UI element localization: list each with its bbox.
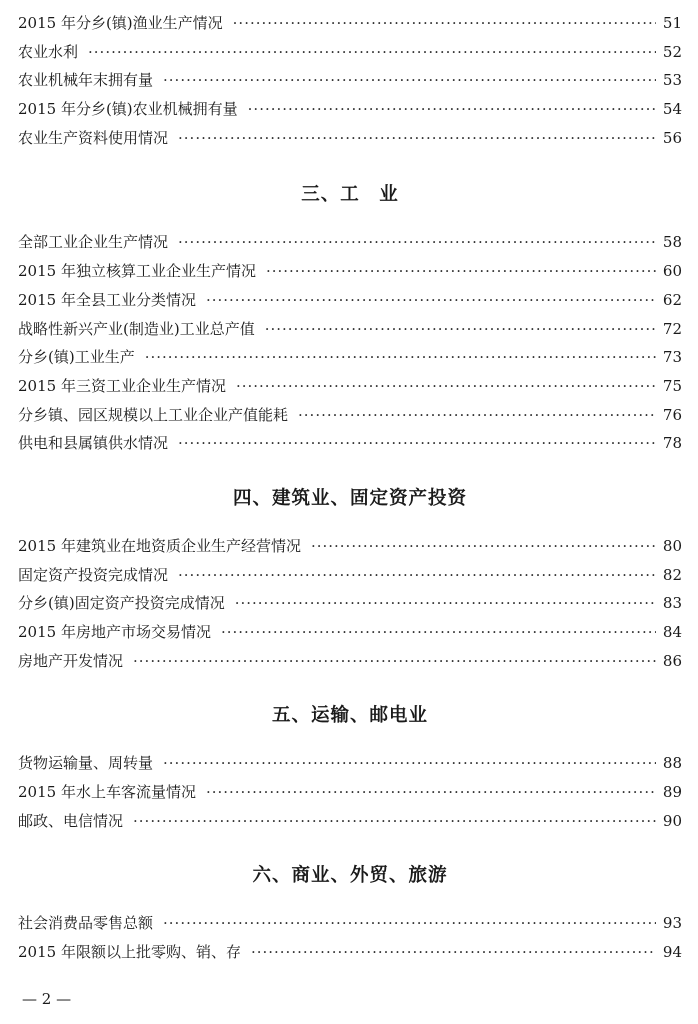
toc-entry[interactable] [18, 647, 682, 676]
dot-leader [133, 647, 656, 676]
entry-page: 56 [662, 128, 682, 147]
entry-page: 93 [662, 914, 682, 933]
entry-page: 82 [662, 565, 682, 584]
entry-title: 分乡(镇)工业生产 [18, 348, 135, 367]
dot-leader [248, 95, 656, 124]
section-heading: 三、工 业 [301, 184, 399, 206]
entry-title: 农业机械年末拥有量 [18, 71, 154, 90]
entry-title: 供电和县属镇供水情况 [18, 434, 169, 453]
entry-page: 60 [662, 262, 682, 281]
entry-title: 分乡镇、园区规模以上工业企业产值能耗 [18, 405, 289, 424]
dot-leader [206, 286, 656, 315]
toc-entry[interactable] [18, 228, 682, 257]
dot-leader [251, 938, 656, 967]
entry-page: 86 [662, 651, 682, 670]
dot-leader [265, 315, 656, 344]
toc-entry[interactable] [18, 372, 682, 401]
toc-entry[interactable] [18, 749, 682, 778]
toc-entry[interactable] [18, 589, 682, 618]
entry-title: 分乡(镇)固定资产投资完成情况 [18, 594, 225, 613]
toc-entry[interactable] [18, 124, 682, 153]
dot-leader [235, 589, 656, 618]
dot-leader [163, 749, 656, 778]
entry-page: 84 [662, 623, 682, 641]
dot-leader [178, 228, 656, 257]
dot-leader [236, 372, 656, 401]
toc-entry[interactable] [18, 257, 682, 286]
toc-entry[interactable] [18, 778, 682, 807]
toc-entry[interactable] [18, 95, 682, 124]
entry-page: 76 [662, 405, 682, 424]
toc-section [18, 180, 682, 458]
entry-page: 90 [662, 811, 682, 830]
toc-entry[interactable] [18, 618, 682, 647]
entry-page: 53 [662, 71, 682, 90]
entry-title: 2015 年独立核算工业企业生产情况 [18, 262, 256, 281]
dot-leader [266, 257, 656, 286]
dot-leader [133, 807, 656, 836]
toc-entry[interactable] [18, 807, 682, 836]
toc-entry[interactable] [18, 429, 682, 458]
dot-leader [178, 561, 656, 590]
dot-leader [145, 343, 656, 372]
entry-page: 72 [662, 319, 682, 338]
toc-entry[interactable] [18, 532, 682, 561]
entry-title: 固定资产投资完成情况 [18, 565, 169, 584]
toc-entry[interactable] [18, 315, 682, 344]
toc-entry[interactable] [18, 38, 682, 67]
entry-page: 52 [662, 42, 682, 61]
dot-leader [178, 429, 656, 458]
toc-entry[interactable] [18, 286, 682, 315]
entry-page: 75 [662, 376, 682, 395]
dot-leader [221, 618, 656, 647]
toc-section [18, 861, 682, 966]
section-heading: 五、运输、邮电业 [271, 705, 428, 727]
entry-title: 2015 年分乡(镇)农业机械拥有量 [18, 100, 238, 119]
entry-page: 54 [662, 100, 682, 119]
entry-page: 80 [662, 536, 682, 555]
entry-title: 农业生产资料使用情况 [18, 128, 169, 147]
toc-entry[interactable] [18, 66, 682, 95]
entry-title: 2015 年分乡(镇)渔业生产情况 [18, 14, 223, 32]
entry-title: 全部工业企业生产情况 [18, 233, 169, 252]
entry-page: 51 [662, 14, 682, 32]
entry-page: 73 [662, 348, 682, 367]
entry-page: 58 [662, 233, 682, 252]
toc-section [18, 9, 682, 152]
entry-title: 社会消费品零售总额 [18, 914, 154, 933]
entry-title: 2015 年房地产市场交易情况 [18, 623, 211, 641]
table-of-contents [18, 9, 682, 967]
toc-entry[interactable] [18, 401, 682, 430]
dot-leader [163, 909, 656, 938]
dot-leader [233, 9, 656, 38]
section-heading: 六、商业、外贸、旅游 [252, 865, 448, 887]
dot-leader [311, 532, 656, 561]
entry-title: 货物运输量、周转量 [18, 754, 154, 773]
entry-title: 2015 年全县工业分类情况 [18, 290, 196, 309]
entry-title: 2015 年三资工业企业生产情况 [18, 376, 226, 395]
dot-leader [178, 124, 656, 153]
entry-page: 83 [662, 594, 682, 613]
page-number: — 2 — [22, 990, 72, 1008]
toc-section [18, 484, 682, 675]
toc-entry[interactable] [18, 9, 682, 38]
entry-page: 94 [662, 943, 682, 962]
toc-entry[interactable] [18, 343, 682, 372]
entry-title: 2015 年限额以上批零购、销、存 [18, 943, 241, 962]
dot-leader [88, 38, 656, 67]
entry-title: 战略性新兴产业(制造业)工业总产值 [18, 319, 255, 338]
entry-page: 78 [662, 434, 682, 453]
toc-entry[interactable] [18, 938, 682, 967]
entry-title: 农业水利 [18, 42, 79, 61]
entry-title: 邮政、电信情况 [18, 811, 124, 830]
toc-section [18, 701, 682, 835]
dot-leader [206, 778, 656, 807]
entry-title: 房地产开发情况 [18, 651, 124, 670]
entry-page: 88 [662, 754, 682, 773]
toc-entry[interactable] [18, 561, 682, 590]
dot-leader [163, 66, 656, 95]
toc-entry[interactable] [18, 909, 682, 938]
entry-page: 89 [662, 783, 682, 802]
dot-leader [298, 401, 656, 430]
entry-title: 2015 年建筑业在地资质企业生产经营情况 [18, 536, 301, 555]
section-heading: 四、建筑业、固定资产投资 [232, 487, 467, 509]
entry-page: 62 [662, 290, 682, 309]
entry-title: 2015 年水上车客流量情况 [18, 783, 196, 802]
